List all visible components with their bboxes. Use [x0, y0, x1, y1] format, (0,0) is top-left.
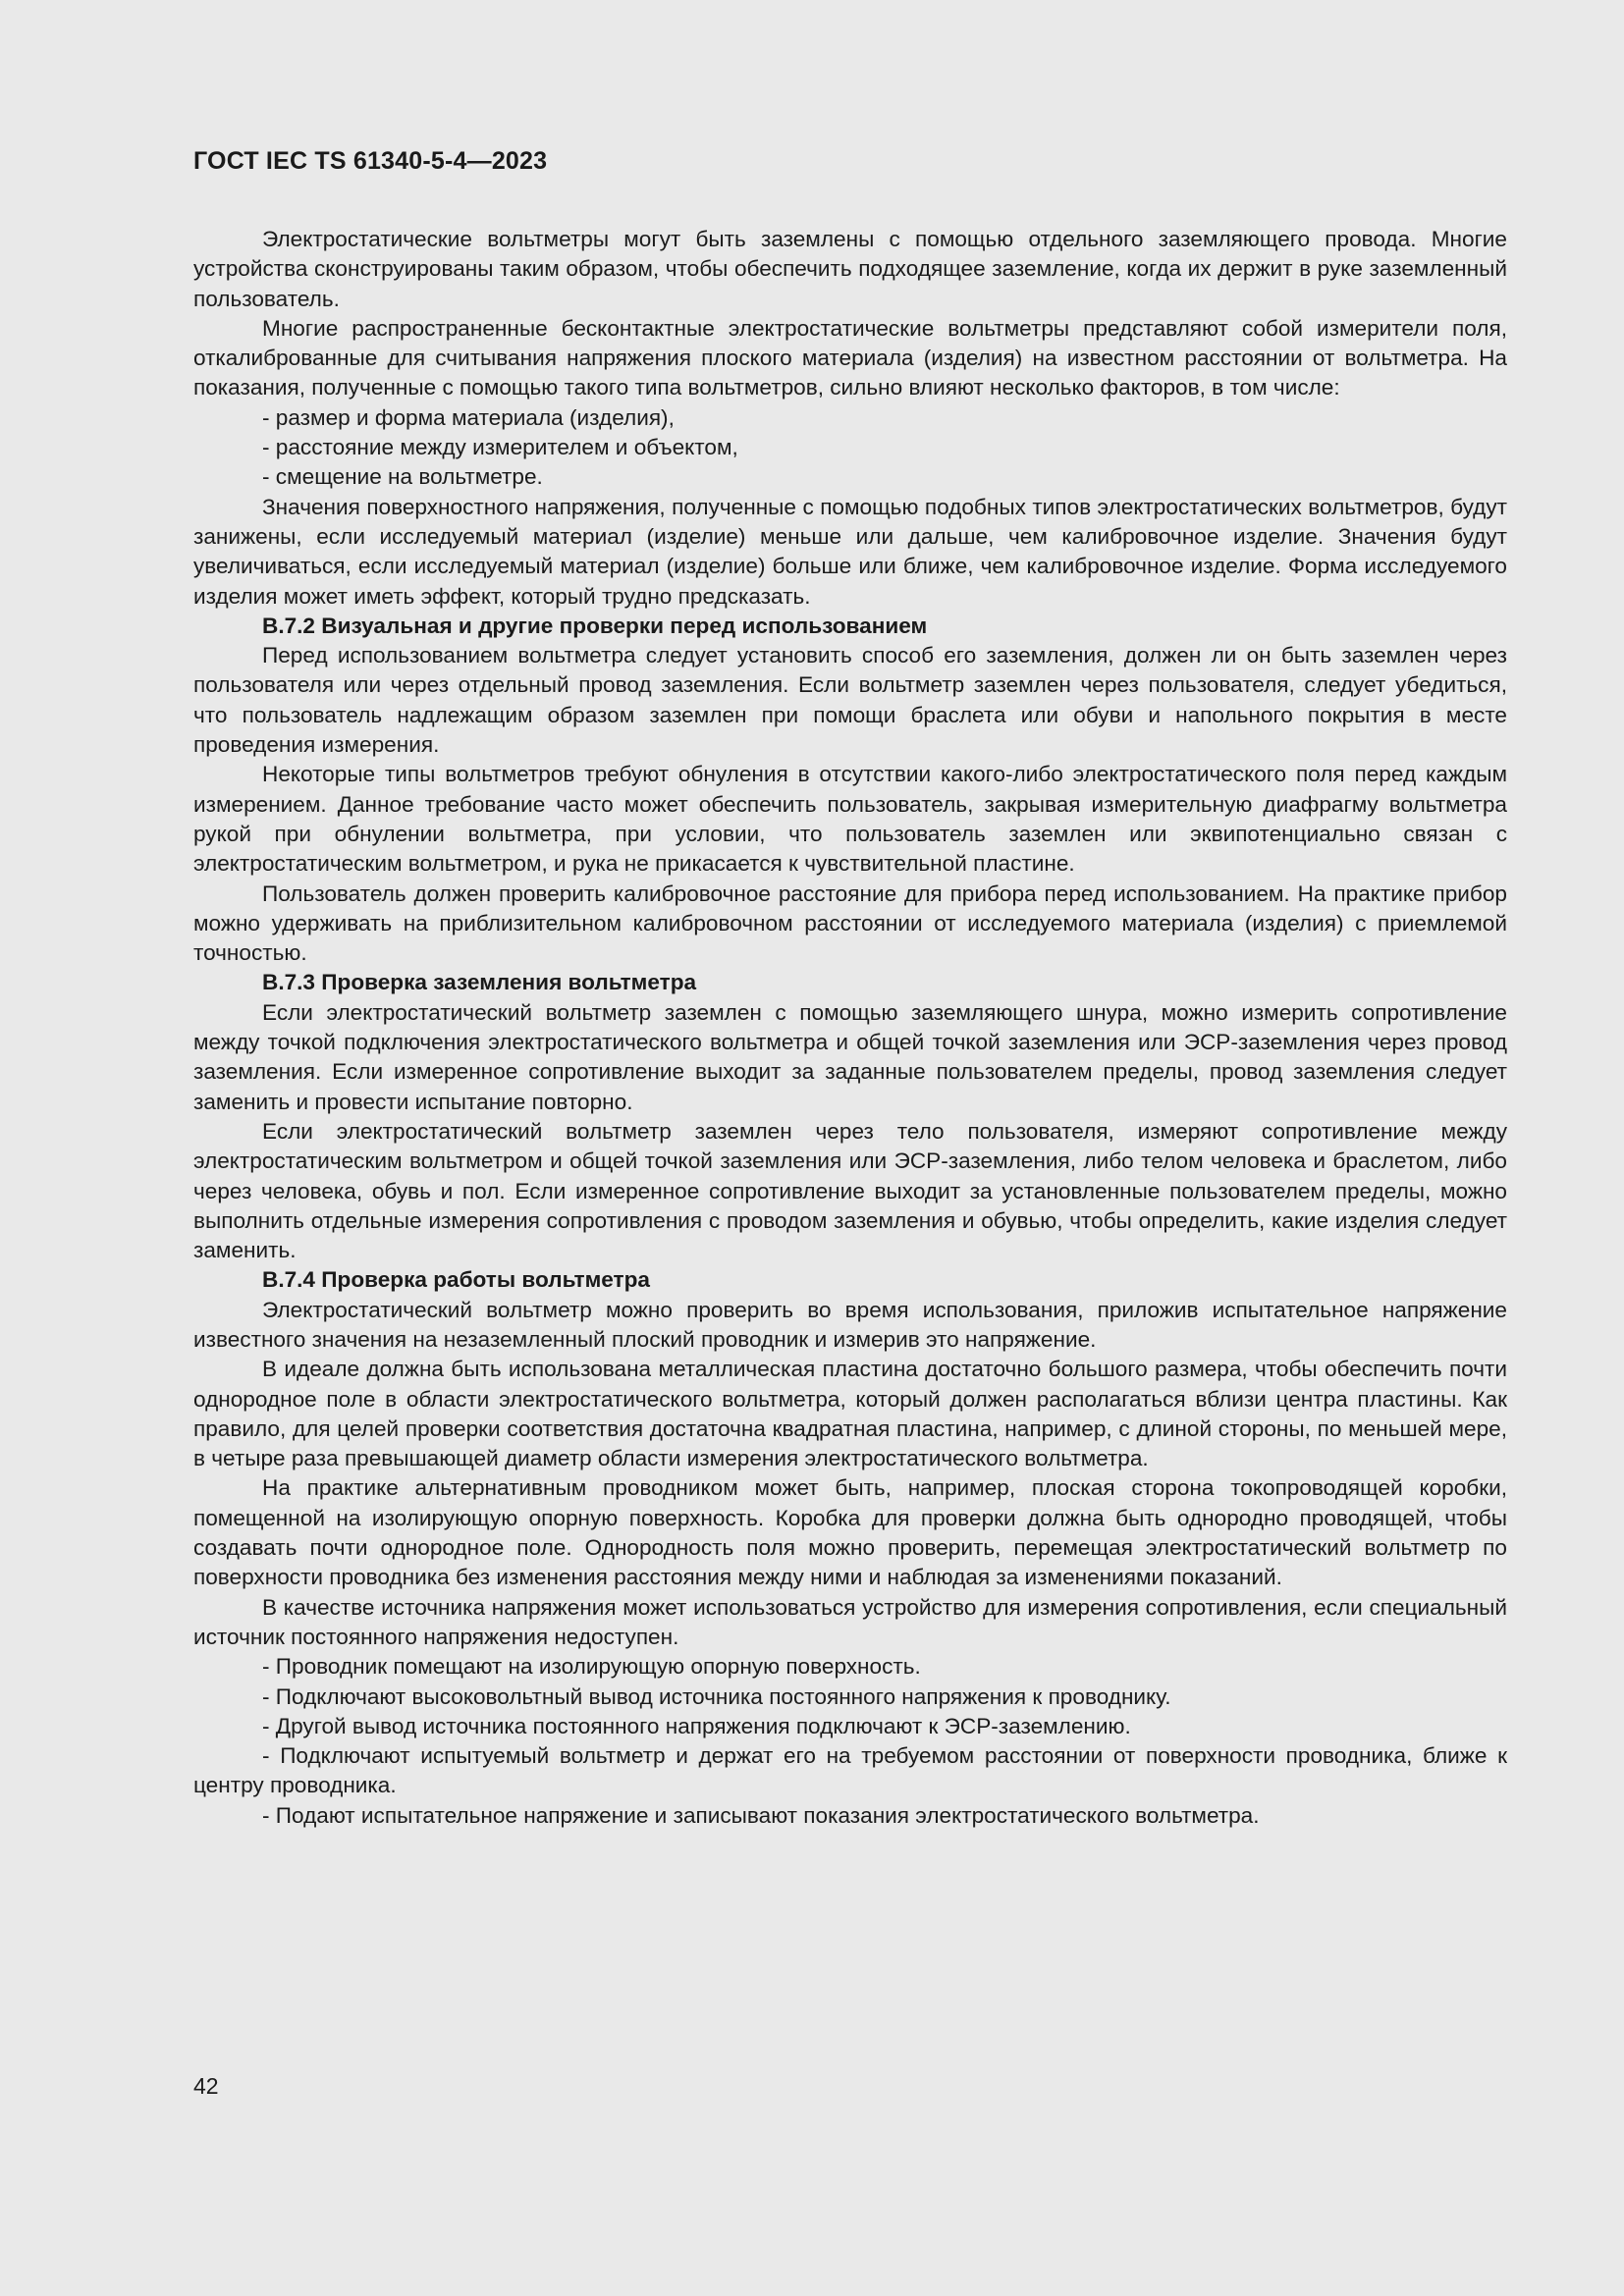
paragraph: В качестве источника напряжения может использоваться устройство для измерения сопротивления, если специальный источник постоянного напряжения недоступен. [193, 1594, 1507, 1649]
paragraph: Значения поверхностного напряжения, полученные с помощью подобных типов электростатических вольтметров, будут занижены, если исследуемый материал (изделие) меньше или дальше, чем калибровочное изделие. Значения будут увеличиваться, если исследуемый материал (изделие) больше или ближе, чем калибровочное изделие. Форма исследуемого изделия может иметь эффект, который трудно предсказать. [193, 494, 1507, 609]
list-item: - расстояние между измерителем и объектом, [262, 435, 738, 460]
paragraph: На практике альтернативным проводником может быть, например, плоская сторона токопроводящей коробки, помещенной на изолирующую опорную поверхность. Коробка для проверки должна быть однородно проводящей, чтобы создавать почти однородное поле. Однородность поля можно проверить, перемещая электростатический вольтметр по поверхности проводника без изменения расстояния между ними и наблюдая за изменениями показаний. [193, 1475, 1507, 1590]
paragraph: Если электростатический вольтметр заземлен через тело пользователя, измеряют сопротивление между электростатическим вольтметром и общей точкой заземления или ЭСР-заземления, либо телом человека и браслетом, либо через человека, обувь и пол. Если измеренное сопротивление выходит за установленные пользователем пределы, можно выполнить отдельные измерения сопротивления с проводом заземления и обувью, чтобы определить, какие изделия следует заменить. [193, 1118, 1507, 1263]
section-heading: B.7.3 Проверка заземления вольтметра [262, 970, 697, 995]
paragraph: Пользователь должен проверить калибровочное расстояние для прибора перед использованием. На практике прибор можно удерживать на приблизительном калибровочном расстоянии от исследуемого материала (изделия) с приемлемой точностью. [193, 881, 1507, 966]
paragraph: Электростатический вольтметр можно проверить во время использования, приложив испытательное напряжение известного значения на незаземленный плоский проводник и измерив это напряжение. [193, 1297, 1507, 1352]
paragraph: Многие распространенные бесконтактные электростатические вольтметры представляют собой измерители поля, откалиброванные для считывания напряжения плоского материала (изделия) на известном расстоянии от вольтметра. На показания, полученные с помощью такого типа вольтметров, сильно влияют несколько факторов, в том числе: [193, 315, 1507, 400]
paragraph: Перед использованием вольтметра следует установить способ его заземления, должен ли он быть заземлен через пользователя или через отдельный провод заземления. Если вольтметр заземлен через пользователя, следует убедиться, что пользователь надлежащим образом заземлен при помощи браслета или обуви и напольного покрытия в месте проведения измерения. [193, 643, 1507, 758]
list-item: - Подключают высоковольтный вывод источника постоянного напряжения к проводнику. [262, 1683, 1171, 1709]
document-header: ГОСТ IEC TS 61340-5-4—2023 [193, 147, 548, 175]
list-item: - Проводник помещают на изолирующую опорную поверхность. [262, 1654, 921, 1680]
section-heading: B.7.4 Проверка работы вольтметра [262, 1267, 650, 1293]
list-item: - Подключают испытуемый вольтметр и держат его на требуемом расстоянии от поверхности проводника, ближе к центру проводника. [193, 1743, 1507, 1798]
paragraph: Электростатические вольтметры могут быть заземлены с помощью отдельного заземляющего провода. Многие устройства сконструированы таким образом, чтобы обеспечить подходящее заземление, когда их держит в руке заземленный пользователь. [193, 227, 1507, 311]
list-item: - Другой вывод источника постоянного напряжения подключают к ЭСР-заземлению. [262, 1713, 1131, 1738]
page-number: 42 [193, 2073, 219, 2099]
list-item: - Подают испытательное напряжение и записывают показания электростатического вольтметра. [262, 1802, 1260, 1828]
document-body [193, 225, 1507, 1831]
list-item: - размер и форма материала (изделия), [262, 404, 675, 430]
paragraph: В идеале должна быть использована металлическая пластина достаточно большого размера, чтобы обеспечить почти однородное поле в области электростатического вольтметра, который должен располагаться вблизи центра пластины. Как правило, для целей проверки соответствия достаточна квадратная пластина, например, с длиной стороны, по меньшей мере, в четыре раза превышающей диаметр области измерения электростатического вольтметра. [193, 1357, 1507, 1471]
paragraph: Если электростатический вольтметр заземлен с помощью заземляющего шнура, можно измерить сопротивление между точкой подключения электростатического вольтметра и общей точкой заземления или ЭСР-заземления через провод заземления. Если измеренное сопротивление выходит за заданные пользователем пределы, провод заземления следует заменить и провести испытание повторно. [193, 999, 1507, 1114]
section-heading: B.7.2 Визуальная и другие проверки перед использованием [262, 613, 928, 638]
list-item: - смещение на вольтметре. [262, 464, 543, 490]
paragraph: Некоторые типы вольтметров требуют обнуления в отсутствии какого-либо электростатического поля перед каждым измерением. Данное требование часто может обеспечить пользователь, закрывая измерительную диафрагму вольтметра рукой при обнулении вольтметра, при условии, что пользователь заземлен или эквипотенциально связан с электростатическим вольтметром, и рука не прикасается к чувствительной пластине. [193, 762, 1507, 877]
